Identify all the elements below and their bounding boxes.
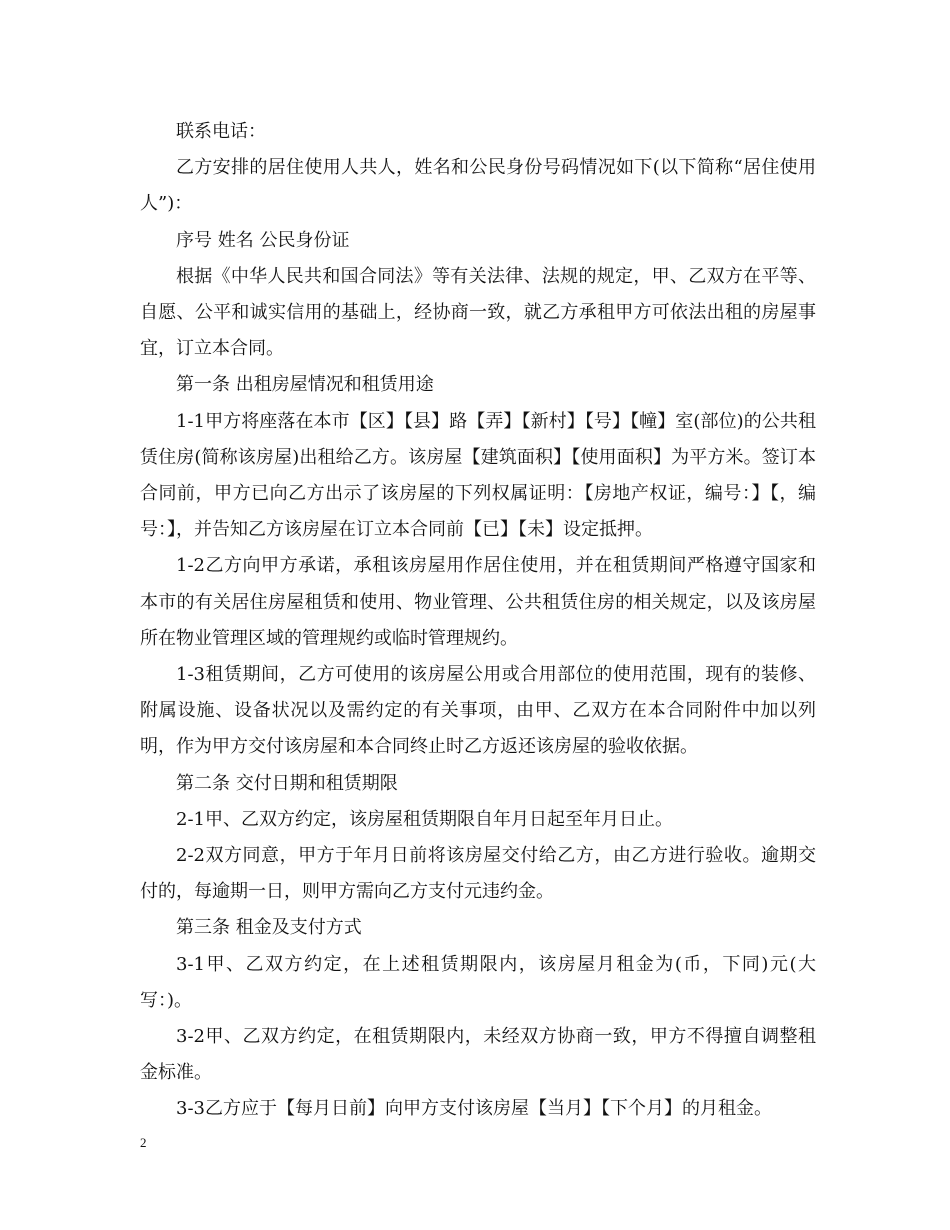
- clause-3-2: 3-2甲、乙双方约定，在租赁期限内，未经双方协商一致，甲方不得擅自调整租金标准。: [140, 1026, 816, 1084]
- article-3-heading: 第三条 租金及支付方式: [176, 917, 362, 939]
- clause-2-1: 2-1甲、乙双方约定，该房屋租赁期限自年月日起至年月日止。: [176, 808, 673, 830]
- article-1-heading: 第一条 出租房屋情况和租赁用途: [176, 374, 434, 396]
- clause-3-3: 3-3乙方应于【每月日前】向甲方支付该房屋【当月】【下个月】的月租金。: [176, 1098, 772, 1120]
- clause-1-1: 1-1甲方将座落在本市【区】【县】路【弄】【新村】【号】【幢】室(部位)的公共租赁住房(简称该房屋)出租给乙方。该房屋【建筑面积】【使用面积】为平方米。签订本合同前，甲方已向乙方出示了该房屋的下列权属证明：【房地产权证，编号：】【，编号：】，并告知乙方该房屋在订立本合同前【已】【未】设定抵押。: [140, 410, 816, 541]
- clause-2-2: 2-2双方同意，甲方于年月日前将该房屋交付给乙方，由乙方进行验收。逾期交付的，每逾期一日，则甲方需向乙方支付元违约金。: [140, 845, 816, 903]
- residents-intro-paragraph: 乙方安排的居住使用人共人，姓名和公民身份号码情况如下(以下简称“居住使用人”)：: [140, 157, 816, 215]
- clause-1-2: 1-2乙方向甲方承诺，承租该房屋用作居住使用，并在租赁期间严格遵守国家和本市的有关居住房屋租赁和使用、物业管理、公共租赁住房的相关规定，以及该房屋所在物业管理区域的管理规约或临时管理规约。: [140, 555, 816, 649]
- clause-3-1: 3-1甲、乙双方约定，在上述租赁期限内，该房屋月租金为(币，下同)元(大写：)。: [140, 953, 816, 1011]
- article-2-heading: 第二条 交付日期和租赁期限: [176, 772, 398, 794]
- legal-basis-paragraph: 根据《中华人民共和国合同法》等有关法律、法规的规定，甲、乙双方在平等、自愿、公平和诚实信用的基础上，经协商一致，就乙方承租甲方可依法出租的房屋事宜，订立本合同。: [140, 265, 816, 360]
- page-number: 2: [140, 1135, 147, 1150]
- document-body: [140, 114, 816, 1128]
- contact-phone-line: 联系电话：: [176, 121, 266, 142]
- clause-1-3: 1-3租赁期间，乙方可使用的该房屋公用或合用部位的使用范围，现有的装修、附属设施、设备状况以及需约定的有关事项，由甲、乙双方在本合同附件中加以列明，作为甲方交付该房屋和本合同终止时乙方返还该房屋的验收依据。: [140, 664, 816, 758]
- resident-table-header: 序号 姓名 公民身份证: [176, 229, 350, 251]
